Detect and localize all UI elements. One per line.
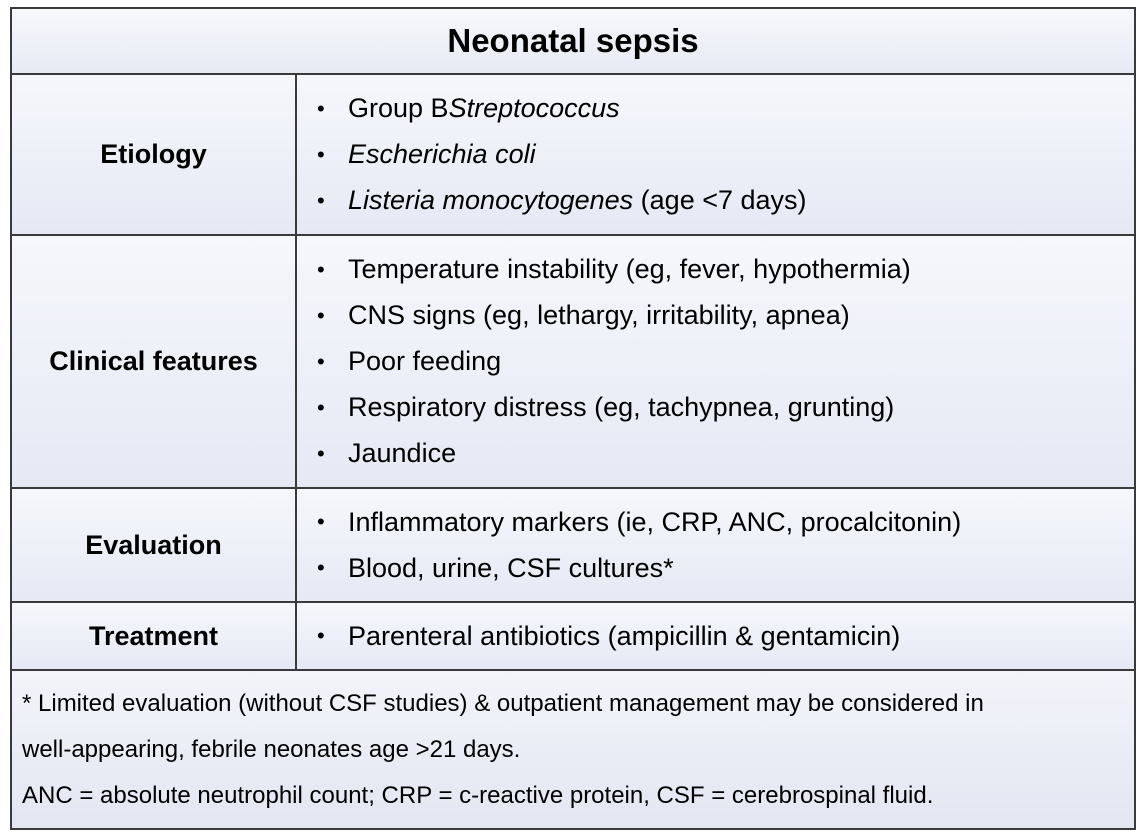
item-text: (age <7 days) <box>633 185 807 215</box>
etiology-list <box>317 86 1134 224</box>
list-item <box>317 431 1134 477</box>
etiology-label: Etiology <box>12 75 297 234</box>
item-text: Parenteral antibiotics (ampicillin & gentamicin) <box>348 620 901 651</box>
item-text: Jaundice <box>348 438 457 468</box>
list-item <box>317 86 1134 132</box>
treatment-row <box>12 603 1134 671</box>
bullet-icon: • <box>317 348 325 374</box>
list-item <box>317 385 1134 431</box>
evaluation-label: Evaluation <box>12 489 297 601</box>
item-text: Group B <box>348 93 449 123</box>
footnote <box>12 671 1134 828</box>
item-text: Respiratory distress (eg, tachypnea, grunting) <box>348 392 895 422</box>
list-item <box>317 178 1134 224</box>
list-item <box>317 132 1134 178</box>
bullet-icon: • <box>317 509 325 534</box>
etiology-content <box>297 75 1134 234</box>
list-item <box>317 545 1134 591</box>
bullet-icon: • <box>317 394 325 420</box>
list-item <box>317 247 1134 293</box>
list-item <box>317 499 1134 545</box>
clinical-features-label: Clinical features <box>12 236 297 487</box>
bullet-icon: • <box>317 187 325 213</box>
evaluation-row <box>12 489 1134 603</box>
item-text: Temperature instability (eg, fever, hypothermia) <box>348 254 911 284</box>
item-text: Inflammatory markers (ie, CRP, ANC, procalcitonin) <box>348 506 962 537</box>
abbreviations-line: ANC = absolute neutrophil count; CRP = c-reactive protein, CSF = cerebrospinal fluid. <box>22 782 934 809</box>
list-item <box>317 293 1134 339</box>
organism-name: Escherichia coli <box>348 139 536 169</box>
organism-name: Listeria monocytogenes <box>348 185 634 215</box>
item-text: CNS signs (eg, lethargy, irritability, apnea) <box>348 300 850 330</box>
footnote-line: * Limited evaluation (without CSF studies) & outpatient management may be considered in <box>22 690 984 717</box>
evaluation-content <box>297 489 1134 601</box>
table-title: Neonatal sepsis <box>12 9 1134 75</box>
neonatal-sepsis-table <box>10 7 1136 830</box>
bullet-icon: • <box>317 141 325 167</box>
list-item <box>317 613 1134 659</box>
treatment-label: Treatment <box>12 603 297 669</box>
bullet-icon: • <box>317 302 325 328</box>
item-text: Blood, urine, CSF cultures* <box>348 552 674 583</box>
clinical-features-content <box>297 236 1134 487</box>
treatment-list <box>317 613 1134 659</box>
evaluation-list <box>317 499 1134 591</box>
item-text: Poor feeding <box>348 346 502 376</box>
bullet-icon: • <box>317 440 325 466</box>
footnote-line: well-appearing, febrile neonates age >21 days. <box>22 736 521 763</box>
etiology-row <box>12 75 1134 236</box>
clinical-features-list <box>317 247 1134 477</box>
bullet-icon: • <box>317 555 325 580</box>
clinical-features-row <box>12 236 1134 489</box>
list-item <box>317 339 1134 385</box>
bullet-icon: • <box>317 256 325 282</box>
organism-name: Streptococcus <box>448 93 620 123</box>
bullet-icon: • <box>317 623 325 648</box>
bullet-icon: • <box>317 95 325 121</box>
treatment-content <box>297 603 1134 669</box>
